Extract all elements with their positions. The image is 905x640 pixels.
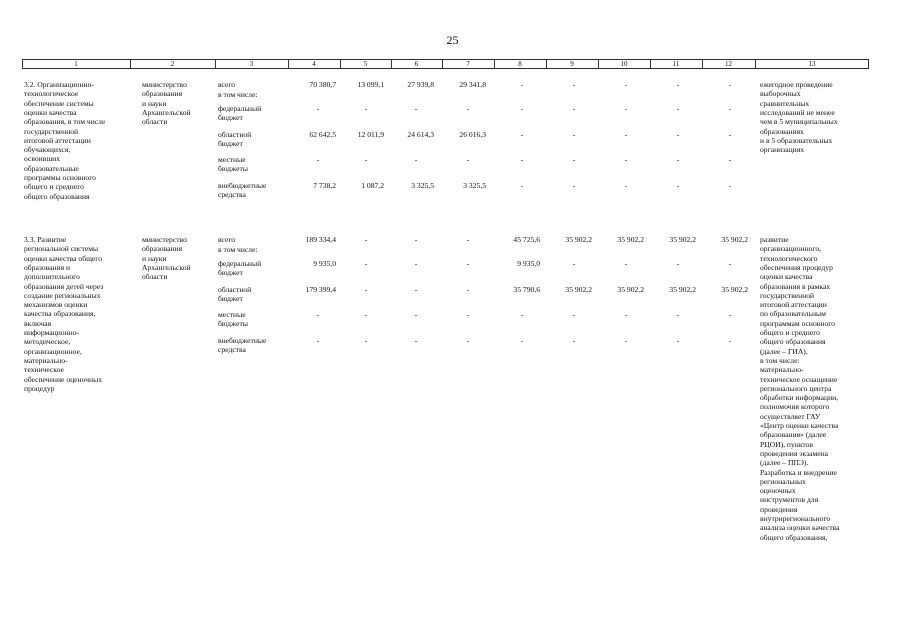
budget-value: - xyxy=(572,130,576,139)
budget-value: - xyxy=(520,130,524,139)
activity-name-line: обеспечение системы xyxy=(24,98,94,108)
budget-value: 35 790,6 xyxy=(513,285,540,294)
expected-result-line: оценки качества xyxy=(760,272,813,282)
funding-source-label: средства xyxy=(218,190,246,200)
activity-name-line: качества образования, xyxy=(24,309,96,319)
budget-value: 70 380,7 xyxy=(309,80,336,89)
budget-value: - xyxy=(364,235,368,244)
budget-value: 3 325,5 xyxy=(463,181,486,190)
expected-result-line: исследований не менее xyxy=(760,107,835,117)
budget-value: - xyxy=(572,80,576,89)
budget-value: 29 341,8 xyxy=(459,80,486,89)
expected-result-line: итоговой аттестации xyxy=(760,300,827,310)
funding-source-label: бюджет xyxy=(218,268,243,278)
activity-name-line: итоговой аттестации xyxy=(24,135,91,145)
activity-name-line: процедур xyxy=(24,383,55,393)
expected-result-line: общего и среднего xyxy=(760,328,820,337)
funding-source-label: в том числе: xyxy=(218,245,258,254)
budget-value: 35 902,2 xyxy=(669,285,696,294)
activity-name-line: дополнительного xyxy=(24,272,80,282)
budget-value: - xyxy=(316,155,320,164)
header-col-9: 9 xyxy=(570,60,574,68)
funding-source-label: бюджеты xyxy=(218,164,248,174)
header-divider xyxy=(494,60,495,69)
budget-value: - xyxy=(364,155,368,164)
expected-result-line: образованиях xyxy=(760,126,804,136)
expected-result-line: осуществляет ГАУ xyxy=(760,411,821,421)
executor-line: и науки xyxy=(142,253,167,263)
expected-result-line: технологического xyxy=(760,253,818,263)
budget-value: 35 902,2 xyxy=(617,285,644,294)
budget-value: - xyxy=(624,104,628,113)
activity-name-line: обучающихся, xyxy=(24,145,71,155)
expected-result-line: по образовательным xyxy=(760,309,826,319)
budget-value: - xyxy=(466,155,470,164)
budget-value: 13 099,1 xyxy=(357,80,384,89)
budget-value: 9 935,0 xyxy=(313,259,336,268)
activity-name-line: 3.2. Организационно- xyxy=(24,80,94,89)
budget-value: 35 902,2 xyxy=(669,235,696,244)
header-col-10: 10 xyxy=(620,60,628,68)
budget-value: 27 939,8 xyxy=(407,80,434,89)
header-divider xyxy=(442,60,443,69)
budget-value: - xyxy=(414,235,418,244)
activity-name-line: образовательные xyxy=(24,163,79,173)
expected-result-line: выборочных xyxy=(760,89,801,99)
budget-value: - xyxy=(466,285,470,294)
budget-value: 26 016,3 xyxy=(459,130,486,139)
expected-result-line: техническое оснащение xyxy=(760,374,838,384)
expected-result-line: развитие xyxy=(760,235,789,244)
expected-result-line: Разработка и внедрение xyxy=(760,467,837,477)
budget-value: - xyxy=(520,104,524,113)
activity-name-line: 3.3. Развитие xyxy=(24,235,67,244)
budget-value: - xyxy=(364,310,368,319)
budget-value: - xyxy=(624,80,628,89)
budget-value: - xyxy=(572,155,576,164)
activity-name-line: организационное, xyxy=(24,346,82,356)
activity-name-line: техническое xyxy=(24,365,64,375)
executor-line: и науки xyxy=(142,98,167,108)
budget-value: - xyxy=(728,310,732,319)
budget-value: - xyxy=(624,155,628,164)
expected-result-line: обеспечения процедур xyxy=(760,262,833,272)
expected-result-line: образования в рамках xyxy=(760,281,831,291)
budget-value: 1 087,2 xyxy=(361,181,384,190)
activity-name-line: материально- xyxy=(24,355,68,365)
header-col-2: 2 xyxy=(170,60,175,68)
activity-name-line: включая xyxy=(24,318,52,328)
budget-value: - xyxy=(572,310,576,319)
expected-result-line: оценочных xyxy=(760,486,796,496)
budget-value: 12 011,9 xyxy=(357,130,384,139)
budget-value: - xyxy=(520,155,524,164)
expected-result-line: образования» (далее xyxy=(760,430,827,440)
executor-line: министерство xyxy=(142,80,187,89)
budget-value: 62 642,5 xyxy=(309,130,336,139)
expected-result-line: программам основного xyxy=(760,318,835,328)
activity-name-line: общего и среднего xyxy=(24,182,84,192)
budget-value: - xyxy=(572,104,576,113)
expected-result-line: полномочия которого xyxy=(760,402,830,412)
budget-value: 9 935,0 xyxy=(517,259,540,268)
activity-name-line: общего образования xyxy=(24,191,90,201)
budget-value: 189 334,4 xyxy=(305,235,336,244)
budget-value: - xyxy=(624,130,628,139)
funding-source-label: бюджет xyxy=(218,294,243,304)
budget-value: 35 902,2 xyxy=(565,235,592,244)
budget-value: - xyxy=(624,259,628,268)
header-divider xyxy=(546,60,547,69)
budget-value: - xyxy=(624,181,628,190)
expected-result-line: анализа оценки качества xyxy=(760,523,840,533)
header-divider xyxy=(702,60,703,69)
expected-result-line: (далее – ГИА), xyxy=(760,346,808,356)
expected-result-line: материально- xyxy=(760,365,804,375)
funding-source-label: бюджет xyxy=(218,139,243,149)
expected-result-line: региональных xyxy=(760,476,806,486)
expected-result-line: общего образования xyxy=(760,337,826,347)
budget-value: - xyxy=(676,181,680,190)
header-divider xyxy=(215,60,216,69)
activity-name-line: создание региональных xyxy=(24,290,101,300)
expected-result-line: сравнительных xyxy=(760,98,810,108)
budget-value: - xyxy=(676,155,680,164)
budget-value: - xyxy=(676,259,680,268)
activity-name-line: обеспечение оценочных xyxy=(24,374,102,384)
activity-name-line: государственной xyxy=(24,126,79,136)
budget-value: - xyxy=(728,80,732,89)
page-number: 25 xyxy=(446,33,459,47)
funding-source-label: федеральный xyxy=(218,259,262,268)
executor-line: Архангельской xyxy=(142,107,191,117)
budget-value: - xyxy=(676,336,680,345)
funding-source-label: федеральный xyxy=(218,104,262,113)
budget-value: - xyxy=(520,181,524,190)
activity-name-line: оценки качества общего xyxy=(24,253,103,263)
budget-value: - xyxy=(364,104,368,113)
activity-name-line: региональной системы xyxy=(24,244,99,254)
expected-result-line: организациях xyxy=(760,145,804,155)
budget-value: - xyxy=(414,336,418,345)
expected-result-line: обработки информации, xyxy=(760,393,839,403)
budget-value: - xyxy=(728,336,732,345)
executor-line: Архангельской xyxy=(142,262,191,272)
budget-value: - xyxy=(624,310,628,319)
funding-source-label: всего xyxy=(218,235,236,244)
header-col-6: 6 xyxy=(414,60,419,68)
budget-value: - xyxy=(414,259,418,268)
funding-source-label: областной xyxy=(218,285,252,294)
budget-value: - xyxy=(414,104,418,113)
budget-value: - xyxy=(572,336,576,345)
header-col-8: 8 xyxy=(518,60,522,68)
executor-line: образования xyxy=(142,244,183,254)
budget-value: - xyxy=(572,259,576,268)
header-col-4: 4 xyxy=(312,60,316,68)
budget-value: - xyxy=(414,285,418,294)
budget-value: - xyxy=(414,310,418,319)
executor-line: области xyxy=(142,117,168,127)
budget-value: - xyxy=(520,336,524,345)
funding-source-label: всего xyxy=(218,80,236,89)
expected-result-line: ежегодное проведение xyxy=(760,80,833,89)
budget-value: - xyxy=(414,155,418,164)
funding-source-label: внебюджетные xyxy=(218,181,267,190)
header-col-12: 12 xyxy=(725,60,732,68)
expected-result-line: «Центр оценки качества xyxy=(760,421,839,430)
budget-value: 35 902,2 xyxy=(721,285,748,294)
header-col-5: 5 xyxy=(363,60,368,68)
budget-value: - xyxy=(466,235,470,244)
budget-value: 35 902,2 xyxy=(565,285,592,294)
budget-value: - xyxy=(364,285,368,294)
header-divider xyxy=(288,60,289,69)
budget-value: - xyxy=(466,310,470,319)
budget-value: 35 902,2 xyxy=(617,235,644,244)
expected-result-line: организационного, xyxy=(760,244,822,254)
expected-result-line: внутрирегионального xyxy=(760,514,831,523)
budget-value: - xyxy=(364,336,368,345)
header-col-1: 1 xyxy=(74,60,78,68)
activity-name-line: оценки качества xyxy=(24,107,77,117)
expected-result-line: проведения экзамена xyxy=(760,448,829,458)
header-divider xyxy=(391,60,392,69)
funding-source-label: средства xyxy=(218,345,246,355)
activity-name-line: образования детей через xyxy=(24,281,104,291)
header-divider xyxy=(130,60,131,69)
activity-name-line: программы основного xyxy=(24,173,96,182)
budget-value: 35 902,2 xyxy=(721,235,748,244)
activity-name-line: механизмов оценки xyxy=(24,300,88,310)
header-divider xyxy=(755,60,756,69)
budget-value: - xyxy=(520,310,524,319)
budget-value: 24 614,3 xyxy=(407,130,434,139)
funding-source-label: внебюджетные xyxy=(218,336,267,345)
budget-value: - xyxy=(728,130,732,139)
activity-name-line: освоивших xyxy=(24,154,61,164)
executor-line: области xyxy=(142,272,168,282)
budget-value: - xyxy=(728,181,732,190)
expected-result-line: (далее – ППЭ). xyxy=(760,458,809,468)
budget-value: - xyxy=(364,259,368,268)
budget-value: - xyxy=(728,104,732,113)
budget-value: - xyxy=(316,310,320,319)
activity-name-line: технологическое xyxy=(24,89,79,99)
budget-value: - xyxy=(316,104,320,113)
funding-source-label: в том числе: xyxy=(218,90,258,99)
header-col-7: 7 xyxy=(466,60,470,68)
expected-result-line: регионального центра xyxy=(760,383,832,393)
budget-value: 3 325,5 xyxy=(411,181,434,190)
expected-result-line: проведения xyxy=(760,504,798,514)
funding-source-label: местные xyxy=(218,310,246,319)
header-col-13: 13 xyxy=(808,60,816,68)
expected-result-line: инструментов для xyxy=(760,495,819,505)
expected-result-line: в том числе: xyxy=(760,355,800,365)
funding-source-label: местные xyxy=(218,155,246,164)
header-col-11: 11 xyxy=(672,60,680,68)
budget-value: - xyxy=(676,310,680,319)
expected-result-line: чем в 5 муниципальных xyxy=(760,117,838,127)
budget-value: - xyxy=(728,155,732,164)
header-col-3: 3 xyxy=(249,60,254,68)
expected-result-line: и в 5 образовательных xyxy=(760,135,833,145)
expected-result-line: общего образования, xyxy=(760,532,828,542)
executor-line: образования xyxy=(142,89,183,99)
budget-value: - xyxy=(676,130,680,139)
expected-result-line: государственной xyxy=(760,290,815,300)
funding-source-label: областной xyxy=(218,130,252,139)
budget-value: 7 738,2 xyxy=(313,181,336,190)
budget-value: - xyxy=(676,80,680,89)
budget-value: - xyxy=(466,259,470,268)
budget-value: - xyxy=(624,336,628,345)
activity-name-line: образования, в том числе xyxy=(24,117,106,127)
budget-value: - xyxy=(676,104,680,113)
budget-value: - xyxy=(728,259,732,268)
budget-value: - xyxy=(572,181,576,190)
budget-value: - xyxy=(520,80,524,89)
funding-source-label: бюджет xyxy=(218,113,243,123)
budget-value: 179 399,4 xyxy=(305,285,336,294)
header-divider xyxy=(340,60,341,69)
budget-value: - xyxy=(316,336,320,345)
activity-name-line: методическое, xyxy=(24,337,71,347)
activity-name-line: информационно- xyxy=(24,328,80,337)
header-divider xyxy=(598,60,599,69)
executor-line: министерство xyxy=(142,235,187,244)
budget-value: 45 725,6 xyxy=(513,235,540,244)
header-divider xyxy=(650,60,651,69)
activity-name-line: образования и xyxy=(24,262,71,272)
expected-result-line: РЦОИ), пунктов xyxy=(760,439,814,449)
funding-source-label: бюджеты xyxy=(218,319,248,329)
budget-value: - xyxy=(466,336,470,345)
budget-value: - xyxy=(466,104,470,113)
